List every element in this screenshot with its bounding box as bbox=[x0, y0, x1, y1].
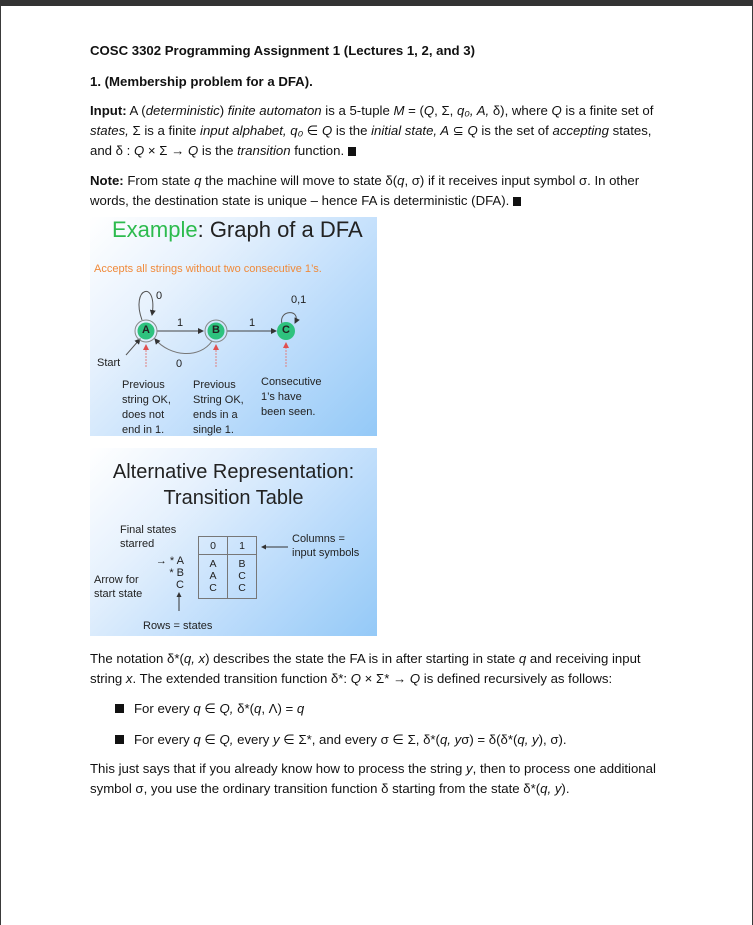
arrow-start-label: Arrow for start state bbox=[94, 574, 143, 600]
dfa-graph-slide-image bbox=[90, 217, 377, 436]
table-column-1: B C C bbox=[228, 555, 257, 599]
slide-title: Example: Graph of a DFA bbox=[112, 217, 363, 242]
note-line-2: words, the destination state is unique – hence FA is deterministic (DFA). bbox=[90, 191, 670, 211]
table-header-1: 1 bbox=[228, 537, 257, 555]
state-c-annotation: Consecutive 1’s have been seen. bbox=[261, 376, 322, 418]
document-page: COSC 3302 Programming Assignment 1 (Lectures 1, 2, and 3) 1. (Membership problem for a DFA). Input: A (deterministic) finite automaton is a 5-tuple M = (Q, Σ, q₀, A, δ), where Q is a finite set of states, Σ is a finite input alphabet, q₀ ∈ Q is the initial state, A ⊆ Q is the set of accepting states, and δ : Q × Σ → Q is the transition function. Note: From state q the machine will move to state δ(q, σ) if it receives input symbol σ. In other words, the destination state is unique – hence FA is deterministic (DFA). Example: Graph of a DFA Accepts all strings without two consecutive 1’s. A B C 0 1 1 0,1 0 Start Previous string OK, does not end in 1. Previous String OK, ends in a single 1. Consecutive 1’s have been seen. Alternative Representation: Transition Table Final states starred Arrow for start state Columns = input symbols Rows = states → * A * B C 0 1 A A C B C C The notation δ*(q, x) describes the state the FA is in after starting in state q and receiving input string x. The extended transition function δ*: Q × Σ* → Q is defined recursively as follows: For every q ∈ Q, δ*(q, Λ) = q For every q ∈ Q, every y ∈ Σ*, and every σ ∈ Σ, δ*(q, yσ) = δ(δ*(q, y), σ). This just says that if you already know how to process the string y, then to process one additional symbol σ, you use the ordinary transition function δ starting from the state δ*(q, y). bbox=[0, 6, 753, 925]
edge-label-c-self: 0,1 bbox=[291, 294, 307, 306]
edge-label-a-self: 0 bbox=[156, 290, 163, 302]
start-label: Start bbox=[97, 357, 121, 369]
transition-table bbox=[198, 536, 257, 599]
table-column-0: A A C bbox=[199, 555, 228, 599]
slide-title: Alternative Representation: Transition Table bbox=[112, 461, 355, 509]
note-line-1: Note: From state q the machine will move to state δ(q, σ) if it receives input symbol σ. In other bbox=[90, 173, 640, 188]
bullet-square-icon bbox=[115, 735, 124, 744]
state-b-label: B bbox=[212, 324, 220, 336]
bullet-square-icon bbox=[115, 704, 124, 713]
input-line-1: Input: A (deterministic) finite automaton is a 5-tuple M = (Q, Σ, q₀, A, δ), where Q is a finite set of bbox=[90, 103, 654, 118]
columns-label: Columns = input symbols bbox=[292, 533, 360, 559]
edge-label-b-to-c: 1 bbox=[249, 317, 256, 329]
end-of-proof-square-icon bbox=[513, 197, 521, 206]
rows-label: Rows = states bbox=[143, 620, 213, 632]
edge-label-b-to-a: 0 bbox=[176, 358, 183, 370]
assignment-title: COSC 3302 Programming Assignment 1 (Lectures 1, 2, and 3) bbox=[90, 43, 475, 58]
input-definition-paragraph bbox=[90, 101, 670, 161]
state-b-annotation: Previous String OK, ends in a single 1. bbox=[193, 379, 244, 436]
slide-subtitle: Accepts all strings without two consecutive 1’s. bbox=[94, 263, 322, 275]
edge-label-a-to-b: 1 bbox=[177, 317, 184, 329]
final-states-label: Final states starred bbox=[120, 524, 177, 550]
state-a-label: A bbox=[142, 324, 150, 336]
state-a-annotation: Previous string OK, does not end in 1. bbox=[122, 379, 171, 436]
end-of-proof-square-icon bbox=[348, 147, 356, 156]
notation-paragraph: The notation δ*(q, x) describes the state the FA is in after starting in state q and receiving input string x. The extended transition function δ*: Q × Σ* → Q is defined recursively as follows: bbox=[90, 651, 641, 686]
note-paragraph bbox=[90, 171, 670, 211]
state-c-label: C bbox=[282, 324, 290, 336]
input-line-2: states, Σ is a finite input alphabet, q₀ ∈ Q is the initial state, A ⊆ Q is the set of accepting states, bbox=[90, 123, 652, 138]
table-header-0: 0 bbox=[199, 537, 228, 555]
input-line-3: and δ : Q × Σ → Q is the transition function. bbox=[90, 141, 670, 161]
transition-table-slide-image bbox=[90, 448, 377, 636]
closing-paragraph: This just says that if you already know how to process the string y, then to process one additional symbol σ, you use the ordinary transition function δ starting from the state δ*(q, y). bbox=[90, 761, 656, 796]
section-heading: 1. (Membership problem for a DFA). bbox=[90, 74, 313, 89]
row-markers: → * A * B C bbox=[155, 555, 184, 591]
